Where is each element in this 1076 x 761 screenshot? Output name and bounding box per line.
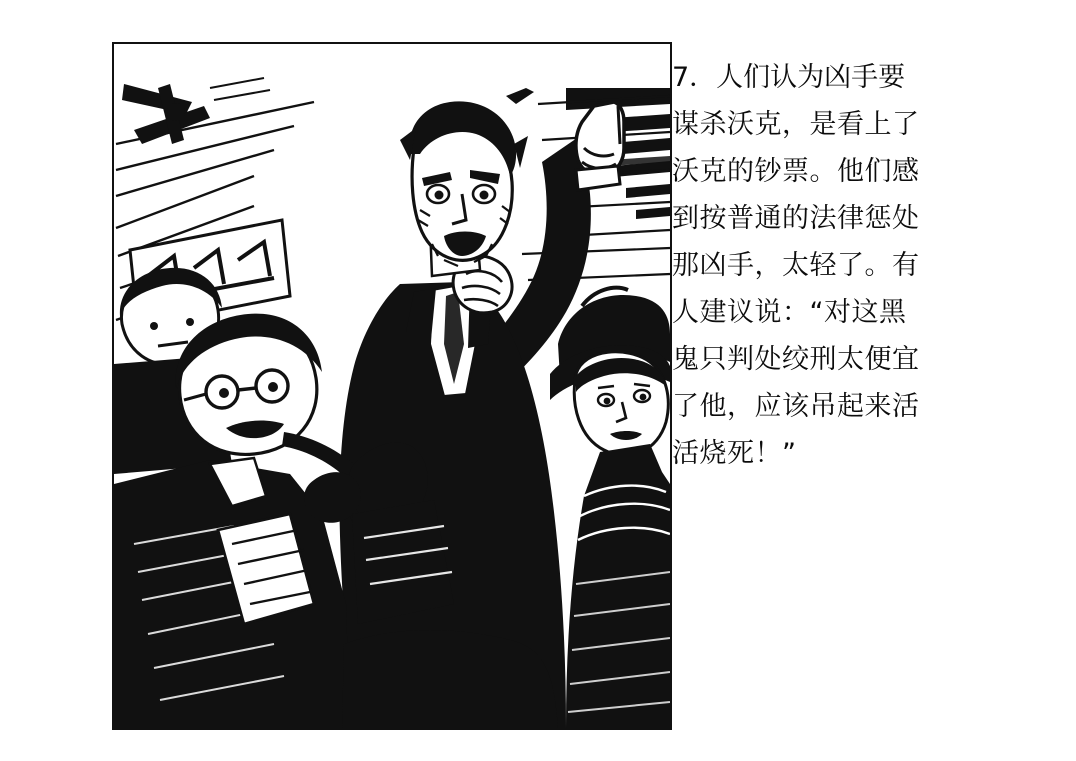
caption-line: 人建议说：“对这黑 — [672, 297, 907, 328]
caption-line: 谋杀沃克，是看上了 — [672, 109, 920, 140]
illustration-panel — [112, 42, 672, 730]
caption-line: 到按普通的法律惩处 — [672, 203, 920, 234]
caption-line: 了他，应该吊起来活 — [672, 391, 920, 422]
illustration-artwork — [114, 44, 670, 728]
caption-text — [672, 54, 972, 477]
caption-line: 7．人们认为凶手要 — [672, 62, 906, 93]
caption-line: 那凶手，太轻了。有 — [672, 250, 920, 281]
caption-line: 沃克的钞票。他们感 — [672, 156, 920, 187]
caption-line: 活烧死！” — [672, 438, 797, 469]
caption-line: 鬼只判处绞刑太便宜 — [672, 344, 920, 375]
